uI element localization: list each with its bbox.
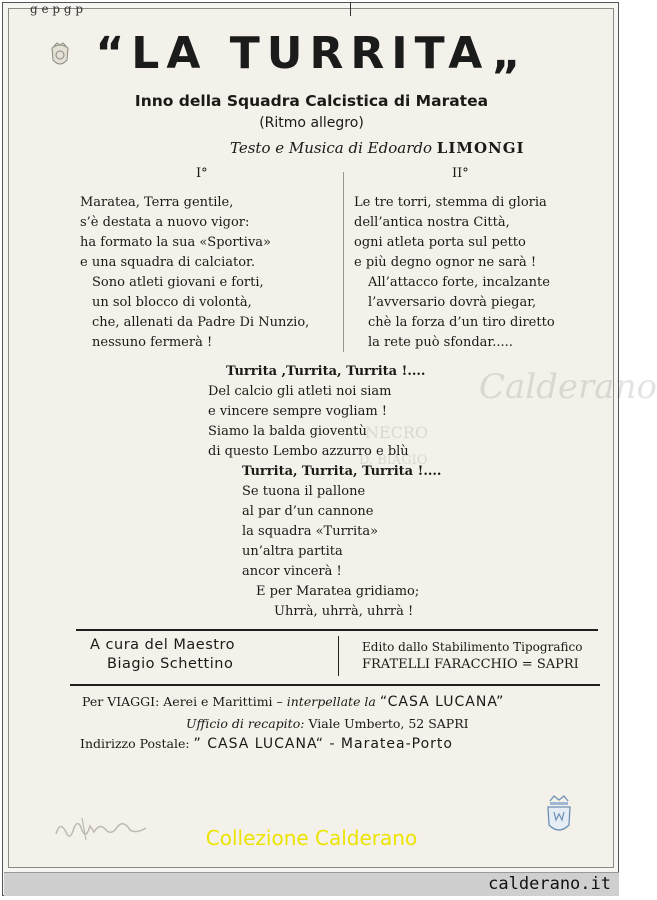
publisher-block	[362, 638, 582, 674]
chorus	[208, 362, 441, 622]
verse-1	[80, 193, 309, 353]
author-prefix: Testo e Musica di Edoardo	[230, 139, 433, 157]
verse-line: ha formato la sua «Sportiva»	[80, 235, 271, 250]
verse-line: un sol blocco di volontà,	[92, 295, 252, 310]
chorus-line: al par d’un cannone	[242, 504, 374, 519]
tempo-marking: (Ritmo allegro)	[259, 115, 364, 131]
verse-2	[354, 193, 555, 353]
ad-line-1	[82, 694, 504, 710]
ad-text: Indirizzo Postale:	[80, 736, 190, 751]
verse-line: All’attacco forte, incalzante	[368, 275, 550, 290]
chorus-line: di questo Lembo azzurro e blù	[208, 444, 409, 459]
chorus-line: Del calcio gli atleti noi siam	[208, 384, 392, 399]
chorus-line: un’altra partita	[242, 544, 343, 559]
poster-subtitle: Inno della Squadra Calcistica di Maratea	[134, 92, 489, 110]
ad-line-2	[186, 716, 469, 731]
ad-brand: “CASA LUCANA”	[379, 694, 505, 710]
verse-line: l’avversario dovrà piegar,	[368, 295, 537, 310]
chorus-line: Siamo la balda gioventù	[208, 424, 367, 439]
verse-line: ogni atleta porta sul petto	[354, 235, 526, 250]
bleed-through-text: Calderano	[479, 367, 657, 407]
ad-text-italic: interpellate la	[286, 694, 376, 709]
author-line	[230, 139, 525, 157]
divider-rule	[70, 684, 600, 686]
ad-line-3	[80, 736, 453, 752]
verse-line: chè la forza d’un tiro diretto	[368, 315, 555, 330]
divider-rule	[76, 629, 598, 631]
verse-line: dell’antica nostra Città,	[354, 215, 510, 230]
cut-off-divider	[350, 2, 351, 16]
chorus-heading: Turrita, Turrita, Turrita !....	[242, 464, 442, 479]
curator-line: A cura del Maestro	[90, 637, 235, 653]
publisher-line: Edito dallo Stabilimento Tipografico	[362, 640, 583, 654]
curator-block	[90, 636, 235, 674]
verse-line: la rete può sfondar.....	[368, 335, 513, 350]
verse-line: e più degno ognor ne sarà !	[354, 255, 537, 270]
cut-off-top-text	[8, 2, 614, 20]
ad-brand: ” CASA LUCANA“ - Maratea-Porto	[193, 736, 453, 752]
curator-name: Biagio Schettino	[107, 656, 234, 672]
author-surname: LIMONGI	[436, 139, 525, 157]
verse-divider	[343, 172, 344, 352]
chorus-line: E per Maratea gridiamo;	[256, 584, 420, 599]
verse-2-numeral: II°	[452, 166, 469, 181]
bleed-through-text: D. BIAGIO	[359, 453, 428, 468]
bleed-through-text: NECRO	[365, 423, 429, 442]
ad-text: Viale Umberto, 52 SAPRI	[308, 716, 469, 731]
ad-text-italic: Ufficio di recapito:	[186, 716, 305, 731]
collection-watermark: Collezione Calderano	[205, 826, 418, 850]
chorus-line: ancor vincerà !	[242, 564, 342, 579]
chorus-line: la squadra «Turrita»	[242, 524, 379, 539]
verse-line: Sono atleti giovani e forti,	[92, 275, 264, 290]
ad-text: Per VIAGGI: Aerei e Marittimi –	[82, 694, 283, 709]
poster-title: “LA TURRITA„	[95, 28, 528, 79]
chorus-line: e vincere sempre vogliam !	[208, 404, 388, 419]
site-credit: calderano.it	[488, 874, 611, 894]
verse-line: che, allenati da Padre Di Nunzio,	[92, 315, 310, 330]
verse-line: Le tre torri, stemma di gloria	[354, 195, 547, 210]
chorus-line: Se tuona il pallone	[242, 484, 366, 499]
verse-line: Maratea, Terra gentile,	[80, 195, 234, 210]
verse-line: nessuno fermerà !	[92, 335, 213, 350]
chorus-line: Uhrrà, uhrrà, uhrrà !	[274, 604, 414, 619]
verse-line: s’è destata a nuovo vigor:	[80, 215, 250, 230]
verse-1-numeral: I°	[196, 166, 208, 181]
chorus-heading: Turrita ,Turrita, Turrita !....	[226, 364, 426, 379]
credits-separator	[338, 636, 339, 676]
cut-off-top-line: g e p g p	[30, 2, 84, 16]
publisher-name: FRATELLI FARACCHIO = SAPRI	[362, 657, 579, 672]
verse-line: e una squadra di calciator.	[80, 255, 255, 270]
